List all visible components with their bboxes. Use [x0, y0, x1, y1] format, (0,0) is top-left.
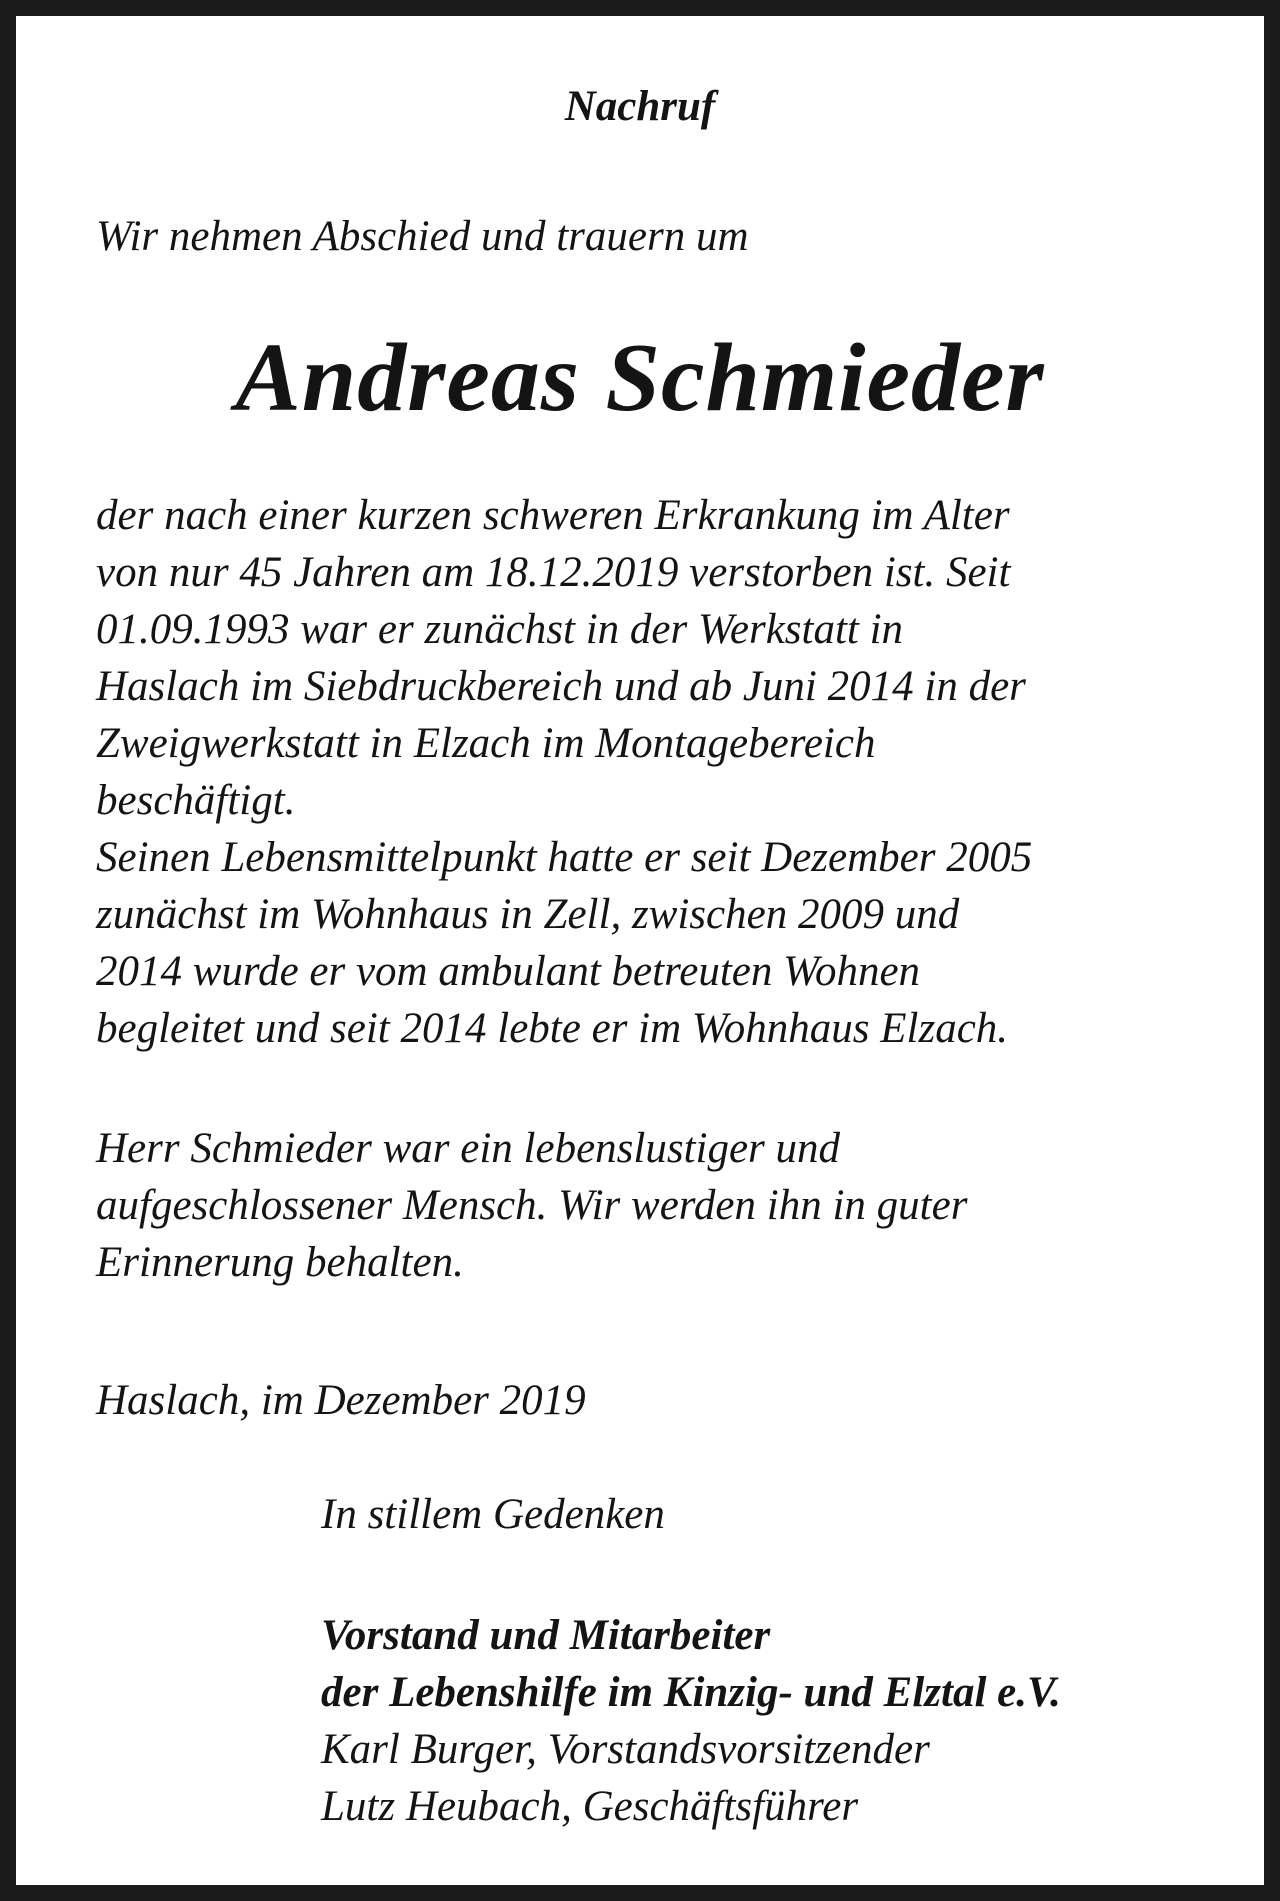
deceased-name: Andreas Schmieder — [235, 324, 1045, 432]
memory-line: In stillem Gedenken — [321, 1491, 665, 1538]
organization-line-1: Vorstand und Mitarbeiter — [321, 1612, 771, 1659]
tribute-paragraph — [96, 1120, 967, 1291]
text-line: zunächst im Wohnhaus in Zell, zwischen 2009 und — [96, 891, 960, 938]
text-line: Herr Schmieder war ein lebenslustiger und — [96, 1125, 841, 1172]
text-line: 01.09.1993 war er zunächst in der Werkstatt in — [96, 606, 904, 653]
signatory-chair: Karl Burger, Vorstandsvorsitzender — [321, 1726, 930, 1773]
text-line: Haslach im Siebdruckbereich und ab Juni 2014 in der — [96, 663, 1026, 710]
text-line: Erinnerung behalten. — [96, 1239, 464, 1286]
signatory-manager: Lutz Heubach, Geschäftsführer — [321, 1783, 859, 1830]
place-date: Haslach, im Dezember 2019 — [96, 1377, 586, 1424]
text-line: begleitet und seit 2014 lebte er im Wohnhaus Elzach. — [96, 1005, 1009, 1052]
text-line: aufgeschlossener Mensch. Wir werden ihn in guter — [96, 1182, 968, 1229]
biography-paragraph — [96, 487, 1032, 1057]
text-line: von nur 45 Jahren am 18.12.2019 verstorben ist. Seit — [96, 549, 1011, 596]
intro-line: Wir nehmen Abschied und trauern um — [96, 213, 749, 260]
text-line: 2014 wurde er vom ambulant betreuten Wohnen — [96, 948, 921, 995]
text-line: Zweigwerkstatt in Elzach im Montagebereich — [96, 720, 876, 767]
text-line: der nach einer kurzen schweren Erkrankung im Alter — [96, 492, 1010, 539]
signature-block — [321, 1607, 1061, 1835]
organization-line-2: der Lebenshilfe im Kinzig- und Elztal e.V. — [321, 1669, 1061, 1716]
heading: Nachruf — [564, 83, 716, 130]
text-line: beschäftigt. — [96, 777, 296, 824]
text-line: Seinen Lebensmittelpunkt hatte er seit Dezember 2005 — [96, 834, 1033, 881]
